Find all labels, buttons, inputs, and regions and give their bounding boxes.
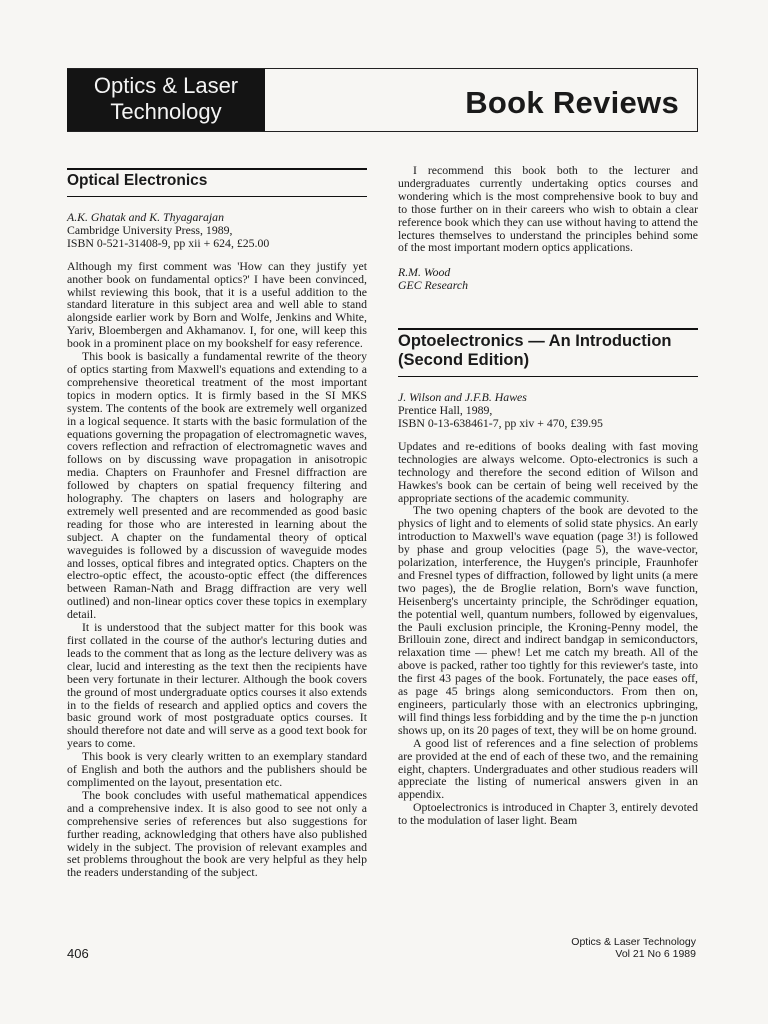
right-column xyxy=(398,164,698,827)
reviewer-affiliation: GEC Research xyxy=(398,278,468,293)
reviewer-name: R.M. Wood xyxy=(398,265,451,280)
footer-volume: Vol 21 No 6 1989 xyxy=(615,948,696,960)
footer-journal-name: Optics & Laser Technology xyxy=(571,936,696,948)
book-publisher: Cambridge University Press, 1989, xyxy=(67,222,233,237)
review-paragraph: It is understood that the subject matter for this book was first collated in the course of the author's lecturing duties and leads to the comment that as long as the lecture delivery was as clear, lucid and interesting as the text then the recipients have been very fortunate in their lecturer. Although the book covers the ground of most undergraduate optics courses it also extends in to the fields of research and applied optics and covers the basic ground work of most postgraduate optics courses. It should therefore not date and will serve as a good text book for years to come. xyxy=(67,620,367,751)
section-title: Book Reviews xyxy=(465,85,679,120)
review-title-optical-electronics: Optical Electronics xyxy=(67,168,367,197)
reviewer-signature xyxy=(398,266,698,292)
book-authors: A.K. Ghatak and K. Thyagarajan xyxy=(67,210,224,224)
review-paragraph: I recommend this book both to the lecturer and undergraduates currently undertaking optics courses and wondering which is the most comprehensive book to buy and to those further on in their careers who wish to obtain a clear reference book which they can use without having to attend the lectures themselves to understand the principles behind some of the most important modern optics applications. xyxy=(398,163,698,255)
page-number: 406 xyxy=(67,946,89,961)
review-paragraph: The book concludes with useful mathematical appendices and a comprehensive index. It is also good to see not only a comprehensive series of references but also suggestions for further reading, acknowledging that others have also published widely in the subject. The provision of relevant examples and set problems throughout the book are very helpful as they help the readers understanding of the subject. xyxy=(67,787,367,880)
review-paragraph: Updates and re-editions of books dealing with fast moving technologies are always welcome. Opto-electronics is such a technology and therefore the second edition of Wilson and Hawkes's book can be certain of being well received by the appropriate sections of the academic community. xyxy=(398,438,698,505)
review-paragraph: This book is very clearly written to an exemplary standard of English and both the authors and the publishers should be complimented on the layout, presentation etc. xyxy=(67,749,367,789)
review-title-optoelectronics xyxy=(398,328,698,377)
page-header xyxy=(67,68,698,132)
footer-journal-info xyxy=(571,936,696,960)
book-isbn: ISBN 0-13-638461-7, pp xiv + 470, £39.95 xyxy=(398,415,603,430)
journal-name-line2: Technology xyxy=(110,99,222,124)
book-publisher: Prentice Hall, 1989, xyxy=(398,403,493,418)
review-paragraph: The two opening chapters of the book are devoted to the physics of light and to elements of solid state physics. An early introduction to Maxwell's wave equation (page 3!) is followed by phase and group velocities (page 5), the wave-vector, polarization, interference, the Huygen's principle, Fraunhofer and Fresnel types of diffraction, followed by light units (a mere two pages), the de Broglie relation, Born's wave function, Heisenberg's uncertainty principle, the Schrödinger equation, the potential well, quantum numbers, followed by eigenvalues, the Pauli exclusion principle, the Kroning-Penny model, the Brillouin zone, direct and indirect bandgap in semiconductors, relaxation time — phew! Let me catch my breath. All of the above is packed, rather too tightly for this reviewer's taste, into the first 43 pages of the book. Fortunately, the pace eases off, as page 45 brings along semiconductors. From then on, engineers, particularly those with an electronics upbringing, will find things less forbidding and by the time the p-n junction shows up, on its 20 pages of text, they will be on home ground. xyxy=(398,503,698,737)
left-column xyxy=(67,168,367,879)
review-title-line2: (Second Edition) xyxy=(398,351,530,370)
journal-name-line1: Optics & Laser xyxy=(93,73,239,98)
journal-logo xyxy=(67,69,265,131)
review-paragraph: Although my first comment was 'How can they justify yet another book on fundamental optics?' I have been convinced, whilst reviewing this book, that it is a useful addition to the standard literature in this subject area and well able to stand alongside earlier work by Born and Wolfe, Jenkins and White, Yariv, Bloembergen and Akhamanov. I, for one, will keep this book in a prominent place on my bookshelf for easy reference. xyxy=(67,258,367,351)
review-paragraph: A good list of references and a fine selection of problems are provided at the end of each of these two, and the remaining eight, chapters. Undergraduates and other studious readers will appreciate the listing of numerical answers given in an appendix. xyxy=(398,735,698,802)
review-title-line1: Optoelectronics — An Introduction xyxy=(398,332,672,351)
book-isbn: ISBN 0-521-31408-9, pp xii + 624, £25.00 xyxy=(67,235,270,250)
book-authors: J. Wilson and J.F.B. Hawes xyxy=(398,390,527,405)
book-credits xyxy=(67,211,367,250)
review-paragraph: Optoelectronics is introduced in Chapter 3, entirely devoted to the modulation of laser light. Beam xyxy=(398,800,698,828)
review-paragraph: This book is basically a fundamental rewrite of the theory of optics starting from Maxwell's equations and extending to a comprehensive theoretical treatment of the most important topics in modern optics. It is firmly based in the SI MKS system. The contents of the book are extremely well organized in a logical sequence. It starts with the basic formulation of the equations governing the propagation of electromagnetic waves, covers reflection and refraction of electromagnetic waves and follows on by discussing wave propagation in anisotropic media. Chapters on Fraunhofer and Fresnel diffraction are followed by chapters on spatial frequency filtering and holography. The chapters on lasers and holography are extremely well presented and are recommended as good basic reading for those who are interested in learning about the subject. A chapter on the fundamental theory of optical waveguides is followed by a discussion of waveguide modes and losses, optical fibres and integrated optics. Chapters on the electro-optic effect, the acousto-optic effect (the differences between Raman-Nath and Bragg diffraction are very well outlined) and non-linear optics cover these topics in exemplary detail. xyxy=(67,349,367,622)
book-credits xyxy=(398,391,698,430)
